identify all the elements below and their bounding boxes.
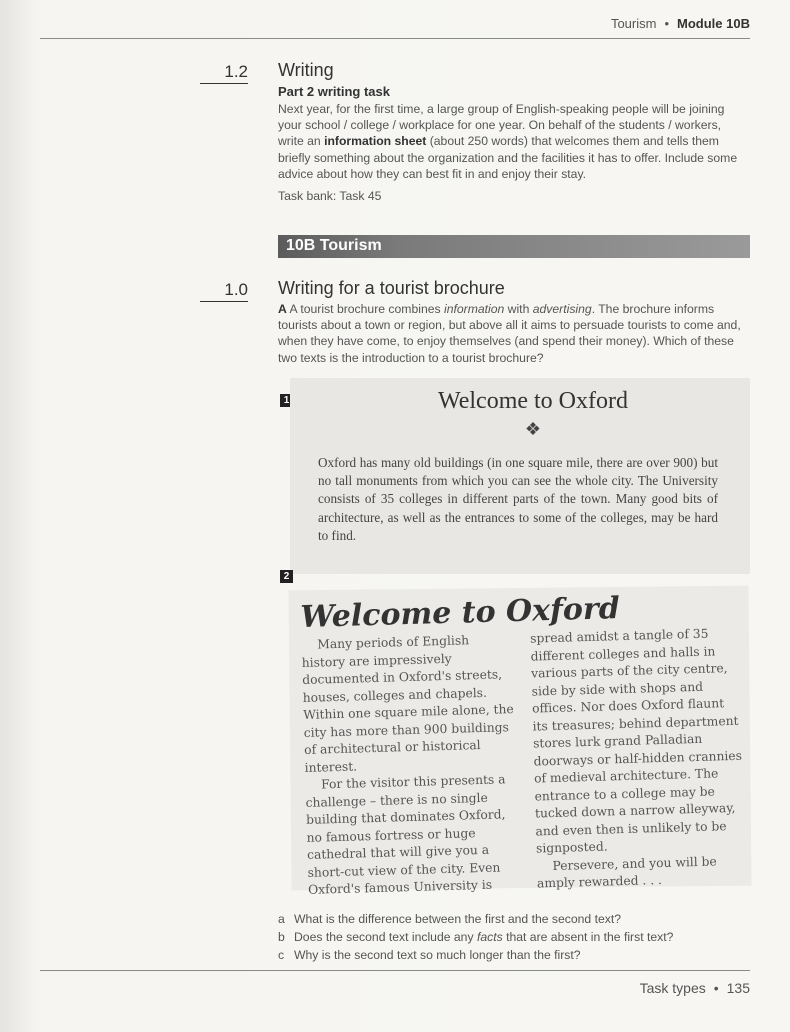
question-italic: facts: [476, 930, 503, 944]
question-text: Why is the second text so much longer than the first?: [294, 948, 581, 962]
section-number-1-0: 1.0: [200, 280, 248, 302]
text-tag-2: 2: [280, 570, 293, 583]
header-module: Module 10B: [677, 16, 750, 31]
brochure-text-a: A tourist brochure combines: [286, 302, 444, 316]
question-letter: a: [278, 912, 285, 926]
brochure-text-b: with: [504, 302, 533, 316]
question-b: [278, 928, 673, 946]
brochure-italic-1: information: [443, 302, 505, 316]
text2-col1-para2: For the visitor this presents a challenge – there is no single building that dominates Oxford, no famous fortress or huge cathedral that will give you a short-cut view of the city. Even Oxford's famous University is: [305, 772, 506, 897]
text2-column-2: [530, 625, 748, 893]
text2-columns: [301, 625, 748, 900]
task-text-b: (about 250 words) that welcomes them and tells them briefly something about the organization and the facilities it has to offer. Include some advice about how they can best fit in and enjoy their stay.: [278, 134, 738, 181]
text2-title: Welcome to Oxford: [300, 591, 621, 635]
text1-body: Oxford has many old buildings (in one square mile, there are over 900) but no tall monuments from which you can see the whole city. The University consists of 35 colleges in different parts of the town. Many good bits of architecture, as well as the entrances to some of the colleges, may be hard to find.: [318, 455, 718, 543]
text1-content: [318, 388, 718, 545]
text2-col1-para1: Many periods of English history are impressively documented in Oxford's streets, houses, colleges and chapels. Within one square mile alone, the city has more than 900 buildings of architectural or historical interest.: [301, 633, 514, 775]
brochure-paragraph: [278, 301, 750, 366]
text1-title: Welcome to Oxford: [437, 388, 628, 414]
page-number: 135: [726, 980, 750, 996]
header-bullet: •: [664, 16, 670, 31]
running-header: [611, 16, 750, 31]
question-a: [278, 910, 673, 928]
text-tag-1: 1: [280, 394, 293, 407]
task-text-a: Next year, for the first time, a large group of English-speaking people will be joining your school / college / workplace for one year. On behalf of the students / workers, write an: [278, 102, 725, 149]
footer-rule: [40, 970, 750, 971]
header-section: Tourism: [610, 16, 657, 31]
ornament-icon: ❖: [524, 419, 542, 439]
text2-content: [300, 588, 748, 900]
header-rule: [40, 38, 750, 39]
footer-bullet: •: [713, 980, 719, 996]
text2-col2-para1: spread amidst a tangle of 35 different colleges and halls in various parts of the city centre, side by side with shops and offices. Nor does Oxford flaunt its treasures; behind department stores lurk grand Palladian doorways or half-hidden crannies of medieval architecture. The entrance to a college may be tucked down a narrow alleyway, and even then is unlikely to be signposted.: [529, 626, 743, 856]
questions-list: [278, 910, 673, 964]
paragraph-label: A: [278, 302, 287, 316]
subtitle-part2: Part 2 writing task: [278, 84, 390, 99]
footer-label: Task types: [639, 980, 706, 996]
text2-column-1: [301, 631, 519, 899]
section-title-brochure: Writing for a tourist brochure: [278, 278, 505, 298]
question-letter: c: [278, 948, 285, 962]
text2-col2-para2: Persevere, and you will be amply rewarded . . .: [536, 853, 717, 891]
section-title-writing: Writing: [278, 60, 334, 80]
task-paragraph: [278, 101, 750, 182]
page-footer: [640, 980, 750, 996]
brochure-italic-2: advertising: [532, 302, 592, 316]
question-letter: b: [278, 930, 285, 944]
question-text-end: that are absent in the first text?: [502, 930, 674, 944]
question-c: [278, 946, 673, 964]
question-text: Does the second text include any: [294, 930, 477, 944]
question-text: What is the difference between the first and the second text?: [294, 912, 622, 926]
brochure-text-c: . The brochure informs tourists about a town or region, but above all it aims to persuade tourists to come and, when they have come, to enjoy themselves (and spend their money). Which of these two texts is the introduction to a tourist brochure?: [278, 302, 741, 365]
task-text-bold: information sheet: [324, 134, 427, 149]
section-number-1-2: 1.2: [200, 62, 248, 84]
section-banner: 10B Tourism: [278, 235, 750, 258]
task-bank: Task bank: Task 45: [278, 189, 382, 203]
